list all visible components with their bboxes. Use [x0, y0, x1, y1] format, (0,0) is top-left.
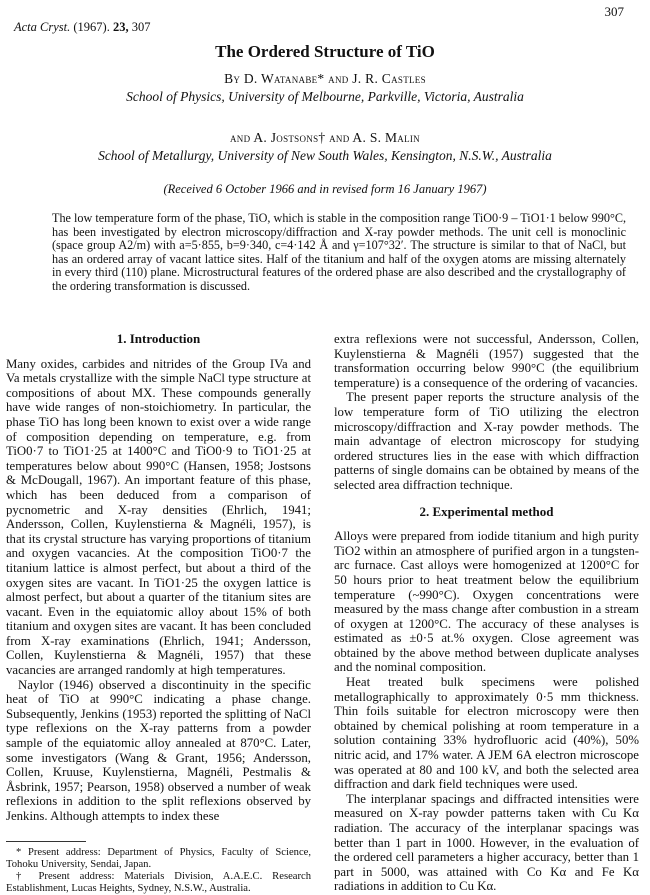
footnote-rule [6, 841, 86, 842]
authors-line-1: By D. Watanabe* and J. R. Castles [224, 71, 426, 86]
section-heading-experimental: 2. Experimental method [419, 503, 554, 519]
section-heading-introduction: 1. Introduction [116, 331, 201, 346]
abstract: The low temperature form of the phase, TiO, which is stable in the composition range TiO0·9 – TiO1·1 below 990°C, has been investigated by electron microscopy/diffraction and X-ray powder methods. The unit cell is monoclinic (space group A2/m) with a=5·855, b=9·340, c=4·142 Å and γ=107°32′. The structure is similar to that of NaCl, but has an ordered array of vacant lattice sites. Half of the titanium and half of the oxygen atoms are missing alternately in every third (110) plane. Microstructural features of the ordered phase are also described and the crystallography of the ordering transformation is discussed. [52, 211, 626, 293]
method-paragraph-1: Alloys were prepared from iodide titanium and high purity TiO2 within an atmosphere of purified argon in a tungsten-arc furnace. Cast alloys were homogenized at 1200°C for 50 hours prior to heat treatment below the equilibrium temperature (~990°C). Oxygen concentrations were measured by the mass change after combustion in a stream of oxygen at 1200°C. The accuracy of these analyses is estimated as ±0·5 at.% oxygen. Close agreement was obtained by the above method between duplicate analyses and the nominal composition. [334, 529, 639, 675]
method-paragraph-2: Heat treated bulk specimens were polished metallographically to approximately 0·5 mm thickness. Thin foils suitable for electron microscopy were then obtained by chemical polishing at room temperature in a solution containing 33% hydrofluoric acid (40%), 50% nitric acid, and 17% water. A JEM 6A electron microscope was operated at 80 and 100 kV, and both the selected area diffraction and dark field techniques were used. [334, 675, 639, 792]
affiliation-2: School of Metallurgy, University of New South Wales, Kensington, N.S.W., Australia [98, 148, 552, 163]
left-column [6, 332, 311, 824]
journal-page: 307 [131, 20, 151, 34]
intro-paragraph-2: Naylor (1946) observed a discontinuity in the specific heat of TiO at 990°C indicating a phase change. Subsequently, Jenkins (1953) reported the splitting of NaCl type reflexions on the X-ray patterns from a powder sample of the equiatomic alloy annealed at 870°C. Later, some investigators (Wang & Grant, 1956; Andersson, Collen, Kruuse, Kuylenstierna, Magnéli, Pestmalis & Åsbrink, 1957; Pearson, 1958) observed a number of weak reflexions in addition to the split reflexions observed by Jenkins. Although attempts to index these [6, 677, 311, 823]
paper-title: The Ordered Structure of TiO [215, 42, 435, 61]
footnote-2: † Present address: Materials Division, A.A.E.C. Research Establishment, Lucas Heights, Sydney, N.S.W., Australia. [6, 871, 311, 894]
received-dates: (Received 6 October 1966 and in revised form 16 January 1967) [163, 182, 487, 196]
journal-reference [14, 20, 150, 35]
intro-paragraph-3: extra reflexions were not successful, Andersson, Collen, Kuylenstierna & Magnéli (1957) suggested that the transformation occurring below 990°C (the equilibrium temperature) is a consequence of the ordering of vacancies. [334, 332, 639, 390]
journal-name: Acta Cryst. [14, 20, 71, 34]
journal-volume: 23, [112, 20, 129, 34]
footnote-1: * Present address: Department of Physics, Faculty of Science, Tohoku University, Sendai, Japan. [6, 847, 311, 870]
intro-paragraph-4: The present paper reports the structure analysis of the low temperature form of TiO utilizing the electron microscopy/diffraction and X-ray powder methods. The main advantage of electron microscopy for studying ordered structures lies in the ease with which diffraction patterns of single domains can be obtained by means of the selected area diffraction technique. [334, 390, 639, 492]
affiliation-1: School of Physics, University of Melbourne, Parkville, Victoria, Australia [126, 89, 524, 104]
intro-paragraph-1: Many oxides, carbides and nitrides of the Group IVa and Va metals crystallize with the simple NaCl type structure at compositions of about MX. These compounds generally have wide ranges of non-stoichiometry. In particular, the phase TiO has long been known to exist over a wide range of composition depending on temperature, e.g. from TiO0·7 to TiO1·25 at 1400°C and TiO0·9 to TiO1·25 at temperatures below about 990°C (Hansen, 1958; Jostsons & McDougall, 1967). An important feature of this phase, which has been deduced from a comparison of pycnometric and X-ray densities (Ehrlich, 1941; Andersson, Collen, Kuylenstierna & Magnéli, 1957), is that its crystal structure has varying proportions of titanium and oxygen vacancies. At the composition TiO0·7 the titanium lattice is almost perfect, but about a third of the oxygen sites are vacant. In TiO1·25 the oxygen lattice is almost perfect, but about a quarter of the titanium sites are vacant. Even in the equiatomic alloy about 15% of both titanium and oxygen sites are vacant. It has been concluded from X-ray examinations (Ehrlich, 1941; Andersson, Collen, Kuylenstierna & Magnéli, 1957) that these vacancies are arranged randomly at high temperatures. [6, 356, 311, 678]
authors-line-2: and A. Jostsons† and A. S. Malin [229, 130, 420, 145]
right-column [334, 332, 639, 894]
footnotes [6, 847, 311, 895]
method-paragraph-3: The interplanar spacings and diffracted intensities were measured on X-ray powder patterns taken with Cu Kα radiation. The accuracy of the interplanar spacings was better than 1 part in 1000. However, in the evaluation of the ordered cell parameters a higher accuracy, better than 1 part in 5000, was attained with Co Kα and Fe Kα radiations in addition to Cu Kα. [334, 791, 639, 894]
journal-year: (1967). [73, 20, 110, 34]
page-number: 307 [604, 4, 624, 19]
